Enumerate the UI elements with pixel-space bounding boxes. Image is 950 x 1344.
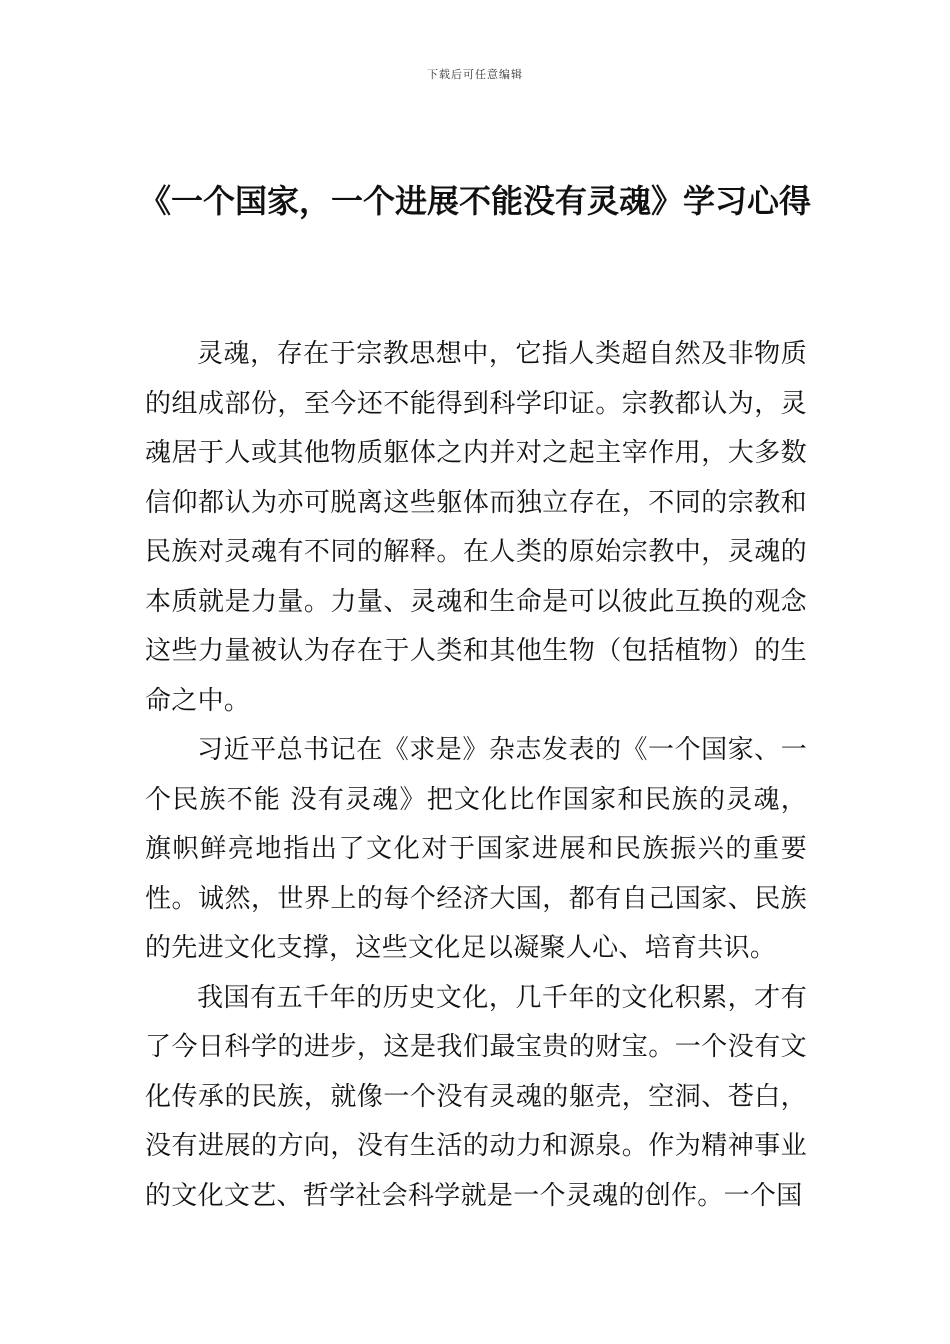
document-title: 《一个国家，一个进展不能没有灵魂》学习心得 [138, 182, 811, 220]
document-body [145, 330, 807, 1221]
body-paragraph-1: 灵魂，存在于宗教思想中，它指人类超自然及非物质的组成部份，至今还不能得到科学印证。宗教都认为，灵魂居于人或其他物质躯体之内并对之起主宰作用，大多数信仰都认为亦可脱离这些躯体而独立存在，不同的宗教和民族对灵魂有不同的解释。在人类的原始宗教中，灵魂的本质就是力量。力量、灵魂和生命是可以彼此互换的观念这些力量被认为存在于人类和其他生物（包括植物）的生命之中。 [145, 339, 807, 716]
body-paragraph-3: 我国有五千年的历史文化，几千年的文化积累，才有了今日科学的进步，这是我们最宝贵的财宝。一个没有文化传承的民族，就像一个没有灵魂的躯壳，空洞、苍白，没有进展的方向，没有生活的动力和源泉。作为精神事业的文化文艺、哲学社会科学就是一个灵魂的创作。一个国 [145, 982, 807, 1211]
page-header-note: 下载后可任意编辑 [427, 68, 523, 81]
body-paragraph-2: 习近平总书记在《求是》杂志发表的《一个国家、一个民族不能 没有灵魂》把文化比作国家和民族的灵魂，旗帜鲜亮地指出了文化对于国家进展和民族振兴的重要性。诚然，世界上的每个经济大国，都有自己国家、民族的先进文化支撑，这些文化足以凝聚人心、培育共识。 [145, 735, 807, 963]
